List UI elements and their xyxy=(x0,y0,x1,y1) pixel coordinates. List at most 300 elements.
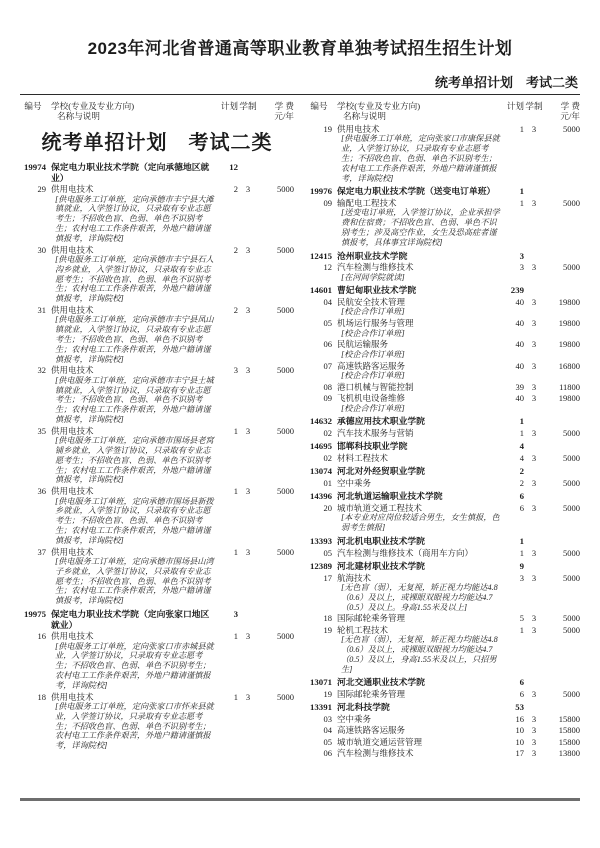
major-name-cell xyxy=(334,478,500,488)
major-name: 民航运输服务 xyxy=(337,339,389,350)
major-code: 31 xyxy=(37,304,46,315)
major-row xyxy=(20,426,294,485)
major-name-cell xyxy=(48,184,214,243)
major-code: 05 xyxy=(323,318,332,329)
major-row xyxy=(20,365,294,424)
table-header-right xyxy=(306,101,580,121)
major-fee: 15800 xyxy=(558,736,580,747)
major-code: 36 xyxy=(37,486,46,497)
school-code: 14396 xyxy=(310,491,332,502)
major-row xyxy=(306,361,580,381)
major-name-cell xyxy=(48,631,214,690)
major-code: 16 xyxy=(37,631,46,642)
major-fee: 5000 xyxy=(563,262,580,273)
major-code: 19 xyxy=(323,124,332,134)
col-header-years: 学制 xyxy=(239,101,257,111)
major-name: 高速铁路客运服务 xyxy=(337,360,406,371)
school-name: 保定电力职业技术学院（定向张家口地区就业） xyxy=(51,608,210,630)
major-years: 3 xyxy=(531,736,537,747)
major-name: 供用电技术 xyxy=(51,546,94,557)
major-years: 3 xyxy=(245,486,251,497)
col-header-name-line1: 学校(专业及专业方向) xyxy=(337,101,421,111)
major-fee: 5000 xyxy=(563,452,580,463)
school-code: 19974 xyxy=(24,162,46,172)
major-fee: 5000 xyxy=(277,244,294,255)
major-code: 37 xyxy=(37,546,46,557)
major-plan-count: 3 xyxy=(519,572,524,583)
school-code: 12415 xyxy=(310,250,332,261)
major-code: 08 xyxy=(323,381,332,392)
major-name-cell xyxy=(334,382,500,392)
major-code: 07 xyxy=(323,360,332,371)
col-header-plan: 计划 xyxy=(220,101,238,111)
school-row xyxy=(306,536,580,547)
major-name: 输配电工程技术 xyxy=(337,197,397,208)
school-code: 14632 xyxy=(310,416,332,427)
major-plan-count: 2 xyxy=(233,244,238,255)
major-name-cell xyxy=(334,714,500,724)
major-row xyxy=(306,262,580,282)
major-name-cell xyxy=(334,198,500,248)
major-note: [供电服务工订单班，定向张家口市怀来县就业，入学签订协议，只录取有专业志愿考生；不招收色盲、色弱、单色不识别考生；农村电工工作条件艰苦，外地户籍请谨慎报考，详询院校] xyxy=(55,701,214,751)
school-code: 14601 xyxy=(310,285,332,296)
major-plan-count: 40 xyxy=(515,318,524,329)
major-years: 3 xyxy=(531,688,537,699)
school-code: 12389 xyxy=(310,560,332,571)
major-fee: 19800 xyxy=(558,296,580,307)
major-years: 3 xyxy=(531,713,537,724)
major-code: 20 xyxy=(323,502,332,513)
major-code: 12 xyxy=(323,262,332,273)
col-header-fee-line1: 学 费 xyxy=(274,101,294,111)
major-note: [供电服务工订单班，定向承德市丰宁县凤山镇就业，入学签订协议，只录取有专业志愿考生；不招收色盲、色弱、单色不识别考生；农村电工工作条件艰苦，外地户籍请谨慎报考，详询院校] xyxy=(55,315,214,364)
major-fee: 19800 xyxy=(558,393,580,404)
major-name: 供用电技术 xyxy=(337,124,380,134)
major-plan-count: 10 xyxy=(515,725,524,736)
school-name: 曹妃甸职业技术学院 xyxy=(337,285,417,296)
major-row xyxy=(306,297,580,317)
major-fee: 19800 xyxy=(558,339,580,350)
major-plan-count: 6 xyxy=(519,688,524,699)
major-name-cell xyxy=(334,339,500,359)
col-header-years: 学制 xyxy=(525,101,543,111)
school-name: 保定电力职业技术学院（定向承德地区就业） xyxy=(51,162,210,183)
major-note: [送变电订单班，入学签订协议，企业承担学费和住宿费；不招收色盲、色弱、单色不识别考生；涉及高空作业，女生及恐高症者谨慎报考，具体事宜详询院校] xyxy=(341,208,500,247)
major-code: 17 xyxy=(323,572,332,583)
major-row xyxy=(306,548,580,558)
major-plan-count: 40 xyxy=(515,296,524,307)
school-name: 河北轨道运输职业技术学院 xyxy=(337,491,443,502)
major-name-cell xyxy=(334,748,500,758)
major-fee: 5000 xyxy=(563,427,580,438)
major-fee: 5000 xyxy=(563,624,580,635)
major-name-cell xyxy=(48,305,214,364)
major-plan-count: 2 xyxy=(519,477,524,488)
major-years: 3 xyxy=(531,124,537,134)
major-code: 01 xyxy=(323,477,332,488)
school-row xyxy=(306,561,580,572)
major-row xyxy=(306,198,580,248)
major-name: 城市轨道交通工程技术 xyxy=(337,502,423,513)
school-name: 河北机电职业技术学院 xyxy=(337,535,425,546)
major-fee: 15800 xyxy=(558,713,580,724)
major-fee: 5000 xyxy=(277,365,294,376)
major-row xyxy=(306,453,580,463)
school-name: 河北对外经贸职业学院 xyxy=(337,466,425,477)
table-header xyxy=(0,95,600,121)
school-code: 13391 xyxy=(310,702,332,713)
school-plan-count: 53 xyxy=(515,702,524,713)
major-plan-count: 40 xyxy=(515,393,524,404)
major-row xyxy=(306,393,580,413)
major-code: 05 xyxy=(323,736,332,747)
school-row xyxy=(306,702,580,713)
col-header-name-line2: 名称与说明 xyxy=(343,111,386,121)
major-years: 3 xyxy=(531,748,537,759)
major-name-cell xyxy=(48,547,214,606)
school-row xyxy=(306,677,580,688)
major-row xyxy=(306,124,580,183)
major-name-cell xyxy=(334,124,500,183)
plan-type-label: 统考单招计划 考试二类 xyxy=(434,75,578,90)
major-row xyxy=(306,318,580,338)
major-years: 3 xyxy=(245,631,251,642)
major-name: 供用电技术 xyxy=(51,486,94,497)
major-years: 3 xyxy=(245,304,251,315)
major-name: 航海技术 xyxy=(337,572,372,583)
major-plan-count: 40 xyxy=(515,360,524,371)
major-name-cell xyxy=(48,692,214,751)
major-row xyxy=(306,714,580,724)
major-fee: 5000 xyxy=(277,691,294,702)
school-row xyxy=(306,491,580,502)
major-plan-count: 10 xyxy=(515,736,524,747)
major-code: 19 xyxy=(323,688,332,699)
major-name: 国际邮轮乘务管理 xyxy=(337,613,406,624)
major-code: 03 xyxy=(323,713,332,724)
school-row xyxy=(306,466,580,477)
major-fee: 5000 xyxy=(277,546,294,557)
major-years: 3 xyxy=(245,244,251,255)
major-fee: 19800 xyxy=(558,318,580,329)
major-name-cell xyxy=(334,428,500,438)
major-plan-count: 6 xyxy=(519,502,524,513)
major-name: 高速铁路客运服务 xyxy=(337,725,406,736)
school-plan-count: 1 xyxy=(519,535,524,546)
major-code: 02 xyxy=(323,427,332,438)
major-name: 轮机工程技术 xyxy=(337,624,389,635)
major-plan-count: 1 xyxy=(519,547,524,558)
major-row xyxy=(306,503,580,533)
major-name-cell xyxy=(334,737,500,747)
major-row xyxy=(20,486,294,545)
major-row xyxy=(306,689,580,699)
major-fee: 5000 xyxy=(277,631,294,642)
major-fee: 15800 xyxy=(558,725,580,736)
major-plan-count: 1 xyxy=(233,546,238,557)
school-name: 承德应用技术职业学院 xyxy=(337,416,425,427)
major-row xyxy=(306,382,580,392)
major-name: 供用电技术 xyxy=(51,365,94,376)
major-name: 空中乘务 xyxy=(337,477,372,488)
major-name: 汽车技术服务与营销 xyxy=(337,427,414,438)
major-plan-count: 1 xyxy=(519,624,524,635)
major-row xyxy=(306,478,580,488)
major-name: 汽车检测与维修技术 xyxy=(337,262,414,273)
major-name-cell xyxy=(334,361,500,381)
major-row xyxy=(306,613,580,623)
major-name-cell xyxy=(48,245,214,304)
col-header-name-line1: 学校(专业及专业方向) xyxy=(51,101,135,111)
school-name: 保定电力职业技术学院（送变电订单班） xyxy=(337,186,496,197)
school-code: 14695 xyxy=(310,441,332,452)
major-row xyxy=(306,339,580,359)
major-note: [校企合作订单班] xyxy=(341,307,405,317)
school-row xyxy=(306,285,580,296)
school-name: 河北建材职业技术学院 xyxy=(337,560,425,571)
major-plan-count: 4 xyxy=(519,452,524,463)
major-name: 城市轨道交通运营管理 xyxy=(337,736,423,747)
major-note: [校企合作订单班] xyxy=(341,403,405,413)
major-plan-count: 5 xyxy=(519,613,524,624)
major-years: 3 xyxy=(245,691,251,702)
page-title: 2023年河北省普通高等职业教育单独考试招生招生计划 xyxy=(87,39,513,58)
school-row xyxy=(306,441,580,452)
major-years: 3 xyxy=(531,393,537,404)
major-code: 32 xyxy=(37,365,46,376)
major-note: [校企合作订单班] xyxy=(341,349,405,359)
major-fee: 5000 xyxy=(277,184,294,195)
major-years: 3 xyxy=(531,339,537,350)
major-fee: 5000 xyxy=(563,197,580,208)
major-row xyxy=(20,547,294,606)
school-plan-count: 1 xyxy=(519,186,524,197)
major-code: 09 xyxy=(323,197,332,208)
major-name: 民航安全技术管理 xyxy=(337,296,406,307)
major-row xyxy=(20,631,294,690)
major-years: 3 xyxy=(531,572,537,583)
major-plan-count: 1 xyxy=(233,631,238,642)
major-fee: 5000 xyxy=(563,688,580,699)
major-row xyxy=(306,748,580,758)
major-name-cell xyxy=(334,548,500,558)
major-years: 3 xyxy=(531,197,537,208)
col-header-fee-line2: 元/年 xyxy=(274,111,294,121)
major-plan-count: 39 xyxy=(515,381,524,392)
major-code: 30 xyxy=(37,244,46,255)
major-code: 18 xyxy=(323,613,332,624)
school-row xyxy=(20,162,294,183)
school-plan-count: 6 xyxy=(519,677,524,688)
major-name-cell xyxy=(48,365,214,424)
school-plan-count: 239 xyxy=(510,285,524,296)
major-code: 29 xyxy=(37,184,46,195)
major-plan-count: 3 xyxy=(233,365,238,376)
major-years: 3 xyxy=(531,624,537,635)
major-plan-count: 1 xyxy=(519,427,524,438)
major-plan-count: 2 xyxy=(233,304,238,315)
major-name: 供用电技术 xyxy=(51,184,94,195)
major-name: 供用电技术 xyxy=(51,691,94,702)
school-code: 19975 xyxy=(24,608,46,619)
table-body xyxy=(0,121,600,759)
major-name-cell xyxy=(334,573,500,613)
school-plan-count: 1 xyxy=(519,416,524,427)
major-code: 35 xyxy=(37,425,46,436)
major-fee: 5000 xyxy=(563,613,580,624)
school-plan-count: 3 xyxy=(519,250,524,261)
major-code: 06 xyxy=(323,748,332,759)
major-fee: 5000 xyxy=(277,486,294,497)
col-header-name-line2: 名称与说明 xyxy=(57,111,100,121)
major-years: 3 xyxy=(531,477,537,488)
major-name-cell xyxy=(334,297,500,317)
major-name: 供用电技术 xyxy=(51,244,94,255)
school-name: 邯郸科技职业学院 xyxy=(337,441,408,452)
major-fee: 5000 xyxy=(563,547,580,558)
table-column-right xyxy=(306,123,580,759)
major-row xyxy=(20,245,294,304)
school-row xyxy=(306,416,580,427)
major-name: 港口机械与智能控制 xyxy=(337,381,414,392)
major-name-cell xyxy=(334,503,500,533)
col-header-id: 编号 xyxy=(310,101,328,111)
major-name-cell xyxy=(334,725,500,735)
major-row xyxy=(306,573,580,613)
major-name: 飞机机电设备维修 xyxy=(337,393,406,404)
major-name-cell xyxy=(334,689,500,699)
major-name: 材料工程技术 xyxy=(337,452,389,463)
major-fee: 13800 xyxy=(558,748,580,759)
major-name-cell xyxy=(48,426,214,485)
major-plan-count: 1 xyxy=(519,197,524,208)
major-note: [供电服务工订单班，定向承德市围场县老窝铺乡就业，入学签订协议，只录取有专业志愿考生；不招收色盲、色弱、单色不识别考生；农村电工工作条件艰苦，外地户籍请谨慎报考，详询院校] xyxy=(55,436,214,485)
major-name-cell xyxy=(48,486,214,545)
major-row xyxy=(306,625,580,675)
major-fee: 5000 xyxy=(563,572,580,583)
major-code: 02 xyxy=(323,452,332,463)
major-years: 3 xyxy=(531,502,537,513)
major-note: [供电服务工订单班，定向张家口市赤城县就业，入学签订协议，只录取有专业志愿考生；不招收色盲、色弱、单色不识别考生；农村电工工作条件艰苦，外地户籍请谨慎报考，详询院校] xyxy=(55,641,214,690)
school-plan-count: 4 xyxy=(519,441,524,452)
major-years: 3 xyxy=(531,613,537,624)
school-code: 19976 xyxy=(310,186,332,197)
major-years: 3 xyxy=(531,262,537,273)
major-row xyxy=(306,737,580,747)
school-plan-count: 12 xyxy=(229,162,238,172)
major-name: 空中乘务 xyxy=(337,713,372,724)
major-plan-count: 40 xyxy=(515,339,524,350)
major-fee: 16800 xyxy=(558,360,580,371)
major-name-cell xyxy=(334,262,500,282)
major-plan-count: 1 xyxy=(519,124,524,134)
major-note: [本专业对应岗位较适合男生，女生慎报，色弱考生慎报] xyxy=(341,513,500,533)
major-note: [供电服务工订单班，定向承德市围场县新拨乡就业，入学签订协议，只录取有专业志愿考生；不招收色盲、色弱、单色不识别考生；农村电工工作条件艰苦，外地户籍请谨慎报考，详询院校] xyxy=(55,496,214,545)
table-header-left xyxy=(20,101,294,121)
school-row xyxy=(20,609,294,630)
major-plan-count: 1 xyxy=(233,691,238,702)
major-years: 3 xyxy=(531,360,537,371)
major-years: 3 xyxy=(531,725,537,736)
school-row xyxy=(306,251,580,262)
major-fee: 5000 xyxy=(277,425,294,436)
major-note: [无色盲（弱），无复视，矫正视力均能达4.8（0.6）及以上，或裸眼双眼视力均能达4.7（0.5）及以上，身高1.55米及以上，只招男生] xyxy=(341,635,498,674)
major-years: 3 xyxy=(531,547,537,558)
major-fee: 5000 xyxy=(563,477,580,488)
major-plan-count: 3 xyxy=(519,262,524,273)
school-code: 13393 xyxy=(310,535,332,546)
school-code: 13071 xyxy=(310,677,332,688)
major-code: 04 xyxy=(323,296,332,307)
col-header-fee-line1: 学 费 xyxy=(560,101,580,111)
major-years: 3 xyxy=(531,318,537,329)
col-header-fee xyxy=(544,101,580,121)
major-note: [供电服务工订单班，定向张家口市康保县就业，入学签订协议，只录取有专业志愿考生；不招收色盲、色弱、单色不识别考生；农村电工工作条件艰苦，外地户籍请谨慎报考，详询院校] xyxy=(341,134,500,183)
school-code: 13074 xyxy=(310,466,332,477)
major-plan-count: 1 xyxy=(233,425,238,436)
col-header-plan: 计划 xyxy=(506,101,524,111)
major-plan-count: 1 xyxy=(233,486,238,497)
col-header-fee-line2: 元/年 xyxy=(560,111,580,121)
major-name-cell xyxy=(334,318,500,338)
page-bottom-border xyxy=(20,798,580,801)
major-years: 3 xyxy=(531,452,537,463)
major-row xyxy=(20,184,294,243)
major-row xyxy=(20,692,294,751)
major-fee: 11800 xyxy=(559,381,580,392)
major-note: [校企合作订单班] xyxy=(341,328,405,338)
major-note: [供电服务工订单班，定向承德市丰宁县石人沟乡就业，入学签订协议，只录取有专业志愿考生；不招收色盲、色弱、单色不识别考生；农村电工工作条件艰苦，外地户籍请谨慎报考，详询院校] xyxy=(55,254,214,304)
major-years: 3 xyxy=(245,365,251,376)
major-fee: 5000 xyxy=(277,304,294,315)
major-years: 3 xyxy=(531,381,537,392)
major-note: [供电服务工订单班，定向承德市丰宁县大滩镇就业，入学签订协议，只录取有专业志愿考生；不招收色盲、色弱、单色不识别考生；农村电工工作条件艰苦，外地户籍请谨慎报考，详询院校] xyxy=(55,194,214,243)
major-name: 供用电技术 xyxy=(51,425,94,436)
major-note: [无色盲（弱），无复视，矫正视力均能达4.8（0.6）及以上，或裸眼双眼视力均能达4.7（0.5）及以上。身高1.55米及以上] xyxy=(341,582,498,612)
major-years: 3 xyxy=(531,296,537,307)
school-name: 河北科技学院 xyxy=(337,702,390,713)
major-plan-count: 16 xyxy=(515,713,524,724)
major-note: [供电服务工订单班，定向承德市丰宁县土城镇就业，入学签订协议，只录取有专业志愿考生；不招收色盲、色弱、单色不识别考生；农村电工工作条件艰苦，外地户籍请谨慎报考，详询院校] xyxy=(55,375,214,424)
major-row xyxy=(20,305,294,364)
major-name-cell xyxy=(334,613,500,623)
major-code: 18 xyxy=(37,691,46,702)
major-years: 3 xyxy=(245,425,251,436)
major-note: [供电服务工订单班，定向承德市围场县山湾子乡就业，入学签订协议，只录取有专业志愿考生；不招收色盲、色弱、单色不识别考生；农村电工工作条件艰苦，外地户籍请谨慎报考，详询院校] xyxy=(55,556,214,606)
major-code: 05 xyxy=(323,547,332,558)
major-name-cell xyxy=(334,625,500,675)
major-code: 04 xyxy=(323,725,332,736)
major-name-cell xyxy=(334,393,500,413)
major-name: 汽车检测与维修技术 xyxy=(337,748,414,759)
major-name: 汽车检测与维修技术（商用车方向） xyxy=(337,547,474,558)
major-years: 3 xyxy=(531,427,537,438)
major-note: [在河间学院就读] xyxy=(341,272,405,282)
col-header-name xyxy=(334,101,500,121)
table-column-left xyxy=(20,123,294,759)
major-row xyxy=(306,428,580,438)
major-code: 09 xyxy=(323,393,332,404)
major-code: 06 xyxy=(323,339,332,350)
school-plan-count: 9 xyxy=(519,560,524,571)
school-plan-count: 6 xyxy=(519,491,524,502)
major-plan-count: 2 xyxy=(233,184,238,195)
major-name: 机场运行服务与管理 xyxy=(337,318,414,329)
school-row xyxy=(306,186,580,197)
col-header-fee xyxy=(258,101,294,121)
major-name: 国际邮轮乘务管理 xyxy=(337,688,406,699)
major-fee: 5000 xyxy=(563,502,580,513)
